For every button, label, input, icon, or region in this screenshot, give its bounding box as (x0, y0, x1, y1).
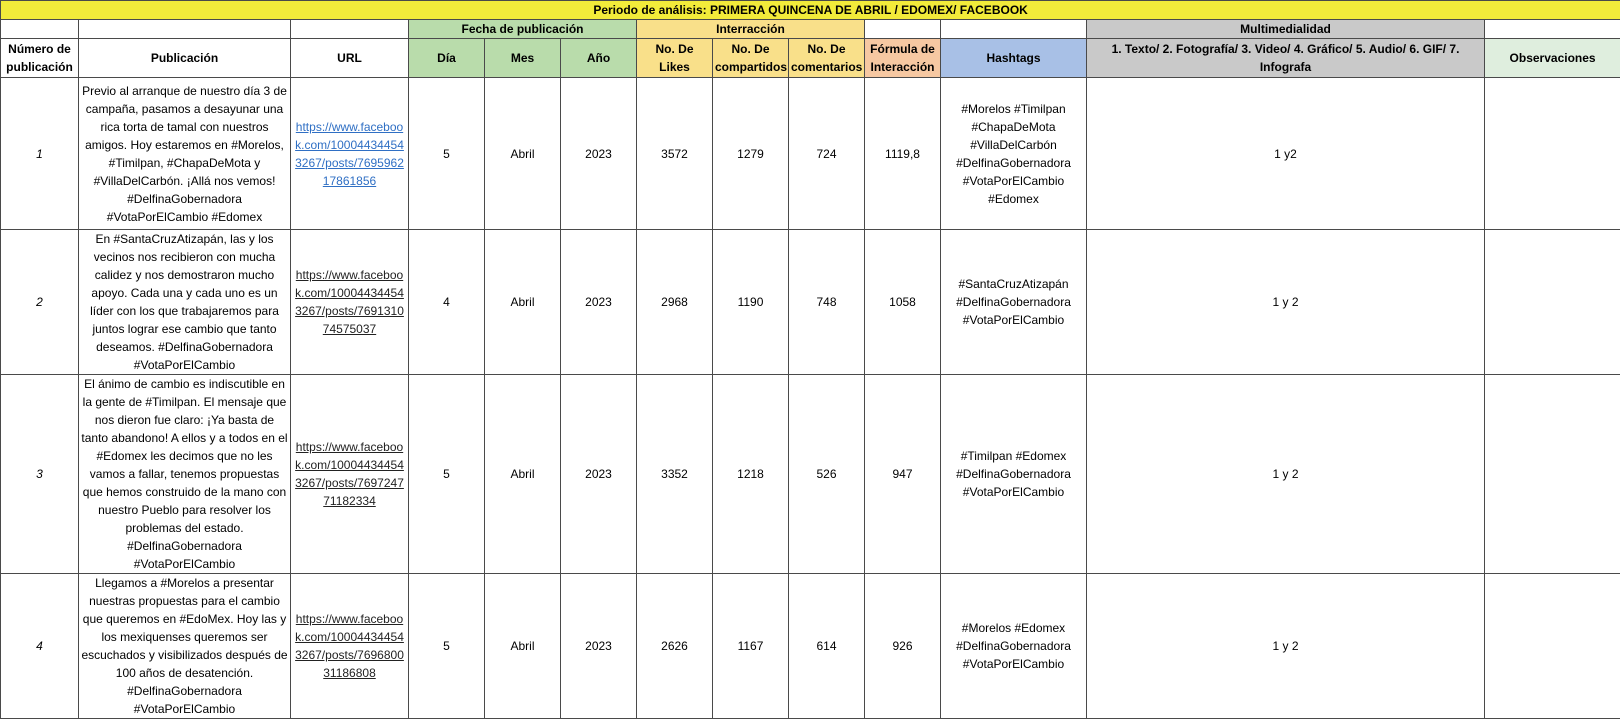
header-comentarios[interactable]: No. De comentarios (789, 39, 865, 78)
cell-formula[interactable]: 947 (865, 375, 941, 574)
cell-url-link[interactable]: https://www.facebook.com/100044344543267/posts/769596217861856 (291, 78, 409, 230)
sheet-title[interactable]: Periodo de análisis: PRIMERA QUINCENA DE ABRIL / EDOMEX/ FACEBOOK (1, 1, 1620, 20)
cell-comentarios[interactable]: 748 (789, 230, 865, 375)
group-cell-empty[interactable] (1, 20, 79, 39)
cell-compartidos[interactable]: 1167 (713, 574, 789, 719)
cell-anio[interactable]: 2023 (561, 574, 637, 719)
group-cell-empty[interactable] (291, 20, 409, 39)
table-row (1, 78, 1620, 230)
cell-likes[interactable]: 2968 (637, 230, 713, 375)
cell-numero[interactable]: 3 (1, 375, 79, 574)
header-likes[interactable]: No. De Likes (637, 39, 713, 78)
cell-likes[interactable]: 3572 (637, 78, 713, 230)
cell-url-link[interactable]: https://www.facebook.com/100044344543267/posts/769724771182334 (291, 375, 409, 574)
table-row (1, 375, 1620, 574)
cell-anio[interactable]: 2023 (561, 230, 637, 375)
cell-multimedia[interactable]: 1 y2 (1087, 78, 1485, 230)
cell-numero[interactable]: 1 (1, 78, 79, 230)
cell-publicacion[interactable]: El ánimo de cambio es indiscutible en la gente de #Timilpan. El mensaje que nos dieron fue claro: ¡Ya basta de tanto abandono! A ellos y a todos en el #Edomex les decimos que no les vamos a fallar, tenemos propuestas que hemos construido de la mano con nuestro Pueblo para resolver los problemas del estado. #DelfinaGobernadora #VotaPorElCambio (79, 375, 291, 574)
header-hashtags[interactable]: Hashtags (941, 39, 1087, 78)
cell-dia[interactable]: 5 (409, 78, 485, 230)
cell-comentarios[interactable]: 526 (789, 375, 865, 574)
cell-publicacion[interactable]: En #SantaCruzAtizapán, las y los vecinos nos recibieron con mucha calidez y nos demostraron mucho apoyo. Cada una y cada uno es un líder con los que trabajaremos para juntos lograr ese cambio que tanto deseamos. #DelfinaGobernadora #VotaPorElCambio (79, 230, 291, 375)
header-observaciones[interactable]: Observaciones (1485, 39, 1620, 78)
cell-hashtags[interactable]: #Morelos #Timilpan #ChapaDeMota #VillaDelCarbón #DelfinaGobernadora #VotaPorElCambio #Edomex (941, 78, 1087, 230)
cell-mes[interactable]: Abril (485, 230, 561, 375)
cell-anio[interactable]: 2023 (561, 375, 637, 574)
header-numero[interactable]: Número de publicación (1, 39, 79, 78)
cell-likes[interactable]: 3352 (637, 375, 713, 574)
cell-likes[interactable]: 2626 (637, 574, 713, 719)
cell-dia[interactable]: 5 (409, 574, 485, 719)
header-mes[interactable]: Mes (485, 39, 561, 78)
cell-formula[interactable]: 1119,8 (865, 78, 941, 230)
cell-mes[interactable]: Abril (485, 78, 561, 230)
cell-hashtags[interactable]: #SantaCruzAtizapán #DelfinaGobernadora #VotaPorElCambio (941, 230, 1087, 375)
cell-publicacion[interactable]: Previo al arranque de nuestro día 3 de campaña, pasamos a desayunar una rica torta de tamal con nuestros amigos. Hoy estaremos en #Morelos, #Timilpan, #ChapaDeMota y #VillaDelCarbón. ¡Allá nos vemos! #DelfinaGobernadora #VotaPorElCambio #Edomex (79, 78, 291, 230)
cell-hashtags[interactable]: #Timilpan #Edomex #DelfinaGobernadora #VotaPorElCambio (941, 375, 1087, 574)
cell-comentarios[interactable]: 724 (789, 78, 865, 230)
header-compartidos[interactable]: No. De compartidos (713, 39, 789, 78)
cell-url-link[interactable]: https://www.facebook.com/100044344543267/posts/769131074575037 (291, 230, 409, 375)
cell-mes[interactable]: Abril (485, 574, 561, 719)
cell-mes[interactable]: Abril (485, 375, 561, 574)
cell-compartidos[interactable]: 1279 (713, 78, 789, 230)
group-fecha-publicacion[interactable]: Fecha de publicación (409, 20, 637, 39)
cell-observaciones[interactable] (1485, 230, 1620, 375)
table-row (1, 574, 1620, 719)
group-cell-empty[interactable] (941, 20, 1087, 39)
cell-observaciones[interactable] (1485, 574, 1620, 719)
cell-comentarios[interactable]: 614 (789, 574, 865, 719)
cell-observaciones[interactable] (1485, 78, 1620, 230)
cell-formula[interactable]: 1058 (865, 230, 941, 375)
cell-compartidos[interactable]: 1190 (713, 230, 789, 375)
header-dia[interactable]: Día (409, 39, 485, 78)
group-multimedialidad[interactable]: Multimedialidad (1087, 20, 1485, 39)
cell-formula[interactable]: 926 (865, 574, 941, 719)
header-multimedia[interactable]: 1. Texto/ 2. Fotografía/ 3. Video/ 4. Gráfico/ 5. Audio/ 6. GIF/ 7. Infografa (1087, 39, 1485, 78)
cell-compartidos[interactable]: 1218 (713, 375, 789, 574)
cell-observaciones[interactable] (1485, 375, 1620, 574)
cell-multimedia[interactable]: 1 y 2 (1087, 230, 1485, 375)
cell-dia[interactable]: 5 (409, 375, 485, 574)
cell-dia[interactable]: 4 (409, 230, 485, 375)
cell-url-link[interactable]: https://www.facebook.com/100044344543267/posts/769680031186808 (291, 574, 409, 719)
table-row (1, 230, 1620, 375)
cell-numero[interactable]: 4 (1, 574, 79, 719)
group-cell-empty[interactable] (1485, 20, 1620, 39)
cell-publicacion[interactable]: Llegamos a #Morelos a presentar nuestras propuestas para el cambio que queremos en #EdoMex. Hoy las y los mexiquenses queremos ser escuchados y visibilizados después de 100 años de desatención. #DelfinaGobernadora #VotaPorElCambio (79, 574, 291, 719)
cell-multimedia[interactable]: 1 y 2 (1087, 574, 1485, 719)
header-publicacion[interactable]: Publicación (79, 39, 291, 78)
cell-numero[interactable]: 2 (1, 230, 79, 375)
header-anio[interactable]: Año (561, 39, 637, 78)
group-interaccion[interactable]: Interracción (637, 20, 865, 39)
header-url[interactable]: URL (291, 39, 409, 78)
header-formula[interactable]: Fórmula de Interacción (865, 39, 941, 78)
cell-multimedia[interactable]: 1 y 2 (1087, 375, 1485, 574)
cell-hashtags[interactable]: #Morelos #Edomex #DelfinaGobernadora #VotaPorElCambio (941, 574, 1087, 719)
group-cell-empty[interactable] (865, 20, 941, 39)
group-cell-empty[interactable] (79, 20, 291, 39)
cell-anio[interactable]: 2023 (561, 78, 637, 230)
